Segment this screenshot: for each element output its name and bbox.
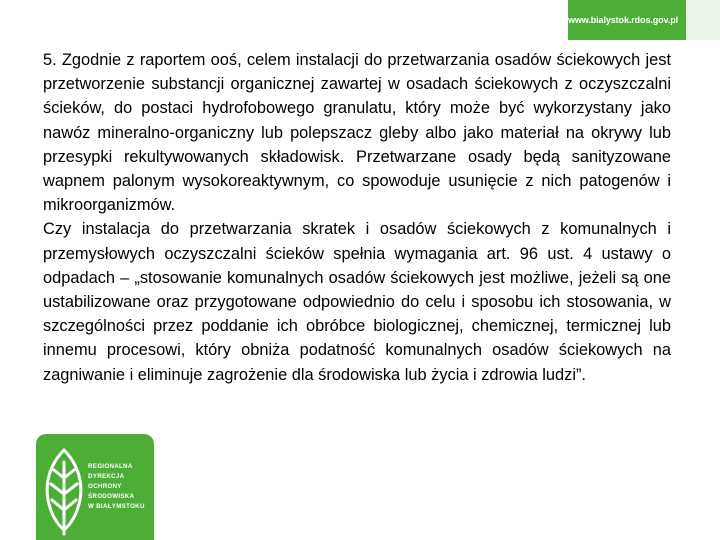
org-line-3: OCHRONY xyxy=(88,483,122,490)
slide-body xyxy=(43,48,671,387)
paragraph-point-5: 5. Zgodnie z raportem ooś, celem instalacji do przetwarzania osadów ściekowych jest przetworzenie substancji organicznej zawartej w osadach ściekowych z oczyszczalni ścieków, do postaci hydrofobowego granulatu, który może być wykorzystany jako nawóz mineralno-organiczny lub polepszacz gleby albo jako materiał na okrywy lub przesypki rekultywowanych składowisk. Przetwarzane osady będą sanityzowane wapnem palonym wysokoreaktywnym, co spowoduje usunięcie z nich patogenów i mikroorganizmów. xyxy=(43,51,671,215)
leaf-icon xyxy=(42,444,86,536)
header-bar xyxy=(568,0,720,40)
org-line-2: DYREKCJA xyxy=(88,473,125,480)
rdos-logo xyxy=(36,434,154,540)
org-line-4: ŚRODOWISKA xyxy=(88,493,135,500)
paragraph-question: Czy instalacja do przetwarzania skratek i osadów ściekowych z komunalnych i przemysłowych oczyszczalni ścieków spełnia wymagania art. 96 ust. 4 ustawy o odpadach – „stosowanie komunalnych osadów ściekowych jest możliwe, jeżeli są one ustabilizowane oraz przygotowane odpowiednio do celu i sposobu ich stosowania, w szczególności przez poddanie ich obróbce biologicznej, chemicznej, termicznej lub innemu procesowi, który obniża podatność komunalnych osadów ściekowych na zagniwanie i eliminuje zagrożenie dla środowiska lub życia i zdrowia ludzi”. xyxy=(43,220,671,384)
website-url: www.bialystok.rdos.gov.pl xyxy=(567,15,678,25)
organization-name xyxy=(88,462,152,512)
header-accent-strip xyxy=(686,0,720,40)
org-line-5: W BIAŁYMSTOKU xyxy=(88,503,145,510)
org-line-1: REGIONALNA xyxy=(88,463,133,470)
